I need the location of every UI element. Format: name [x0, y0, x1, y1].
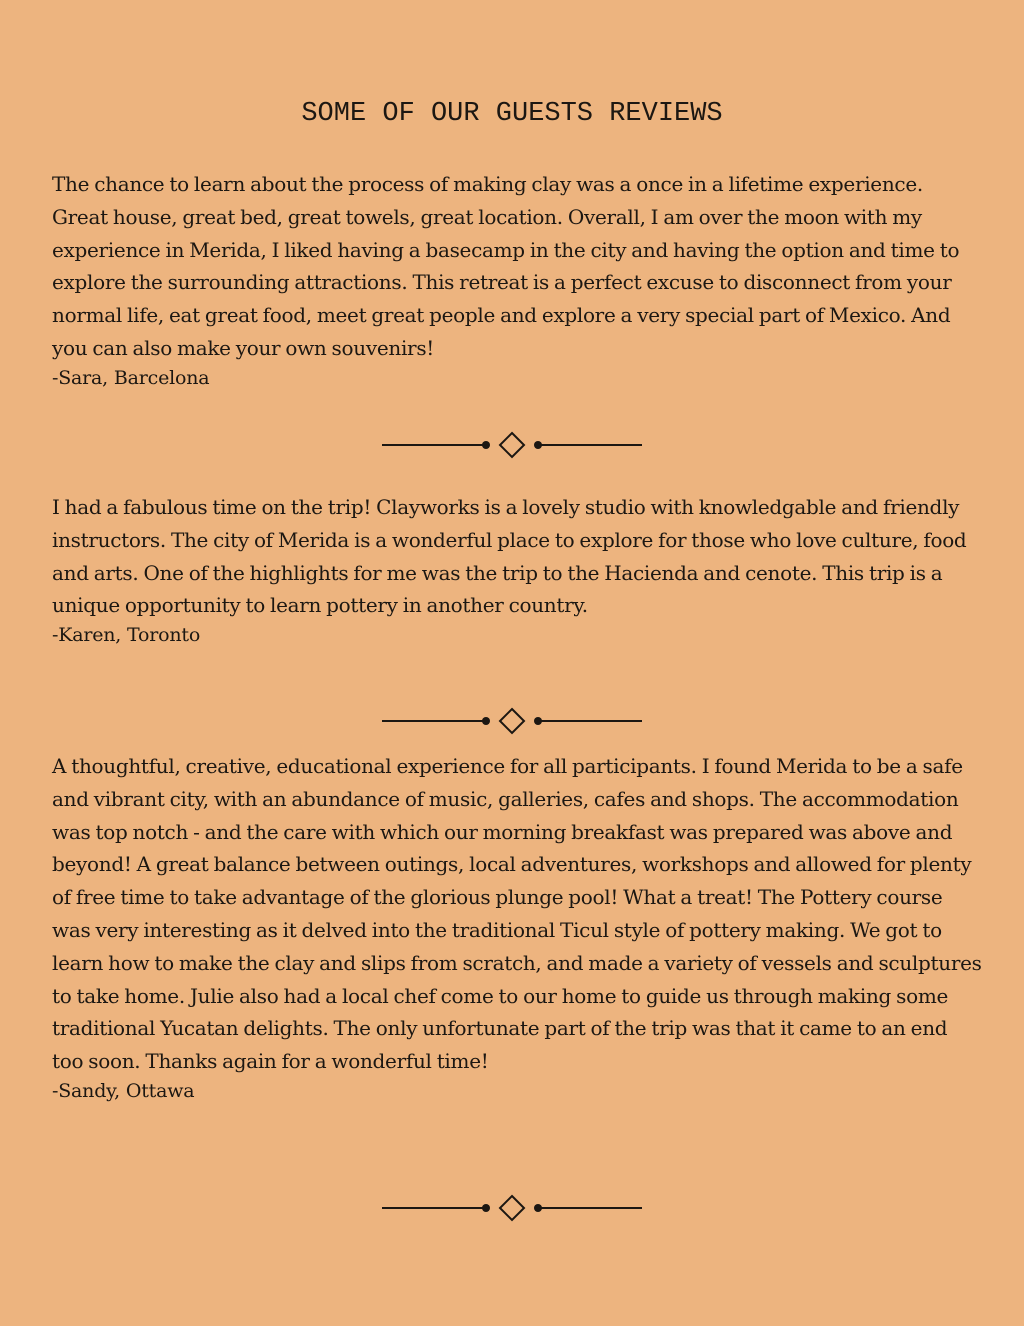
review-author: -Karen, Toronto [52, 624, 201, 647]
review-3 [52, 750, 982, 1104]
page-title: SOME OF OUR GUESTS REVIEWS [301, 99, 723, 129]
review-author: -Sandy, Ottawa [52, 1079, 195, 1102]
diamond-divider-icon [380, 1193, 644, 1223]
diamond-divider-icon [380, 706, 644, 736]
review-text: A thoughtful, creative, educational experience for all participants. I found Merida to be a safe and vibrant city, with an abundance of music, galleries, cafes and shops. The accommodation was top notch - and the care with which our morning breakfast was prepared was above and beyond! A great balance between outings, local adventures, workshops and allowed for plenty of free time to take advantage of the glorious plunge pool! What a treat! The Pottery course was very interesting as it delved into the traditional Ticul style of pottery making. We got to learn how to make the clay and slips from scratch, and made a variety of vessels and sculptures to take home. Julie also had a local chef come to our home to guide us through making some traditional Yucatan delights. The only unfortunate part of the trip was that it came to an end too soon. Thanks again for a wonderful time! [52, 754, 982, 1074]
review-author: -Sara, Barcelona [52, 366, 210, 389]
review-2 [52, 491, 982, 648]
diamond-divider-icon [380, 430, 644, 460]
review-text: I had a fabulous time on the trip! Clayworks is a lovely studio with knowledgable and friendly instructors. The city of Merida is a wonderful place to explore for those who love culture, food and arts. One of the highlights for me was the trip to the Hacienda and cenote. This trip is a unique opportunity to learn pottery in another country. [52, 495, 967, 618]
review-text: The chance to learn about the process of making clay was a once in a lifetime experience. Great house, great bed, great towels, great location. Overall, I am over the moon with my experience in Merida, I liked having a basecamp in the city and having the option and time to explore the surrounding attractions. This retreat is a perfect excuse to disconnect from your normal life, eat great food, meet great people and explore a very special part of Mexico. And you can also make your own souvenirs! [52, 172, 960, 360]
review-1 [52, 168, 982, 391]
